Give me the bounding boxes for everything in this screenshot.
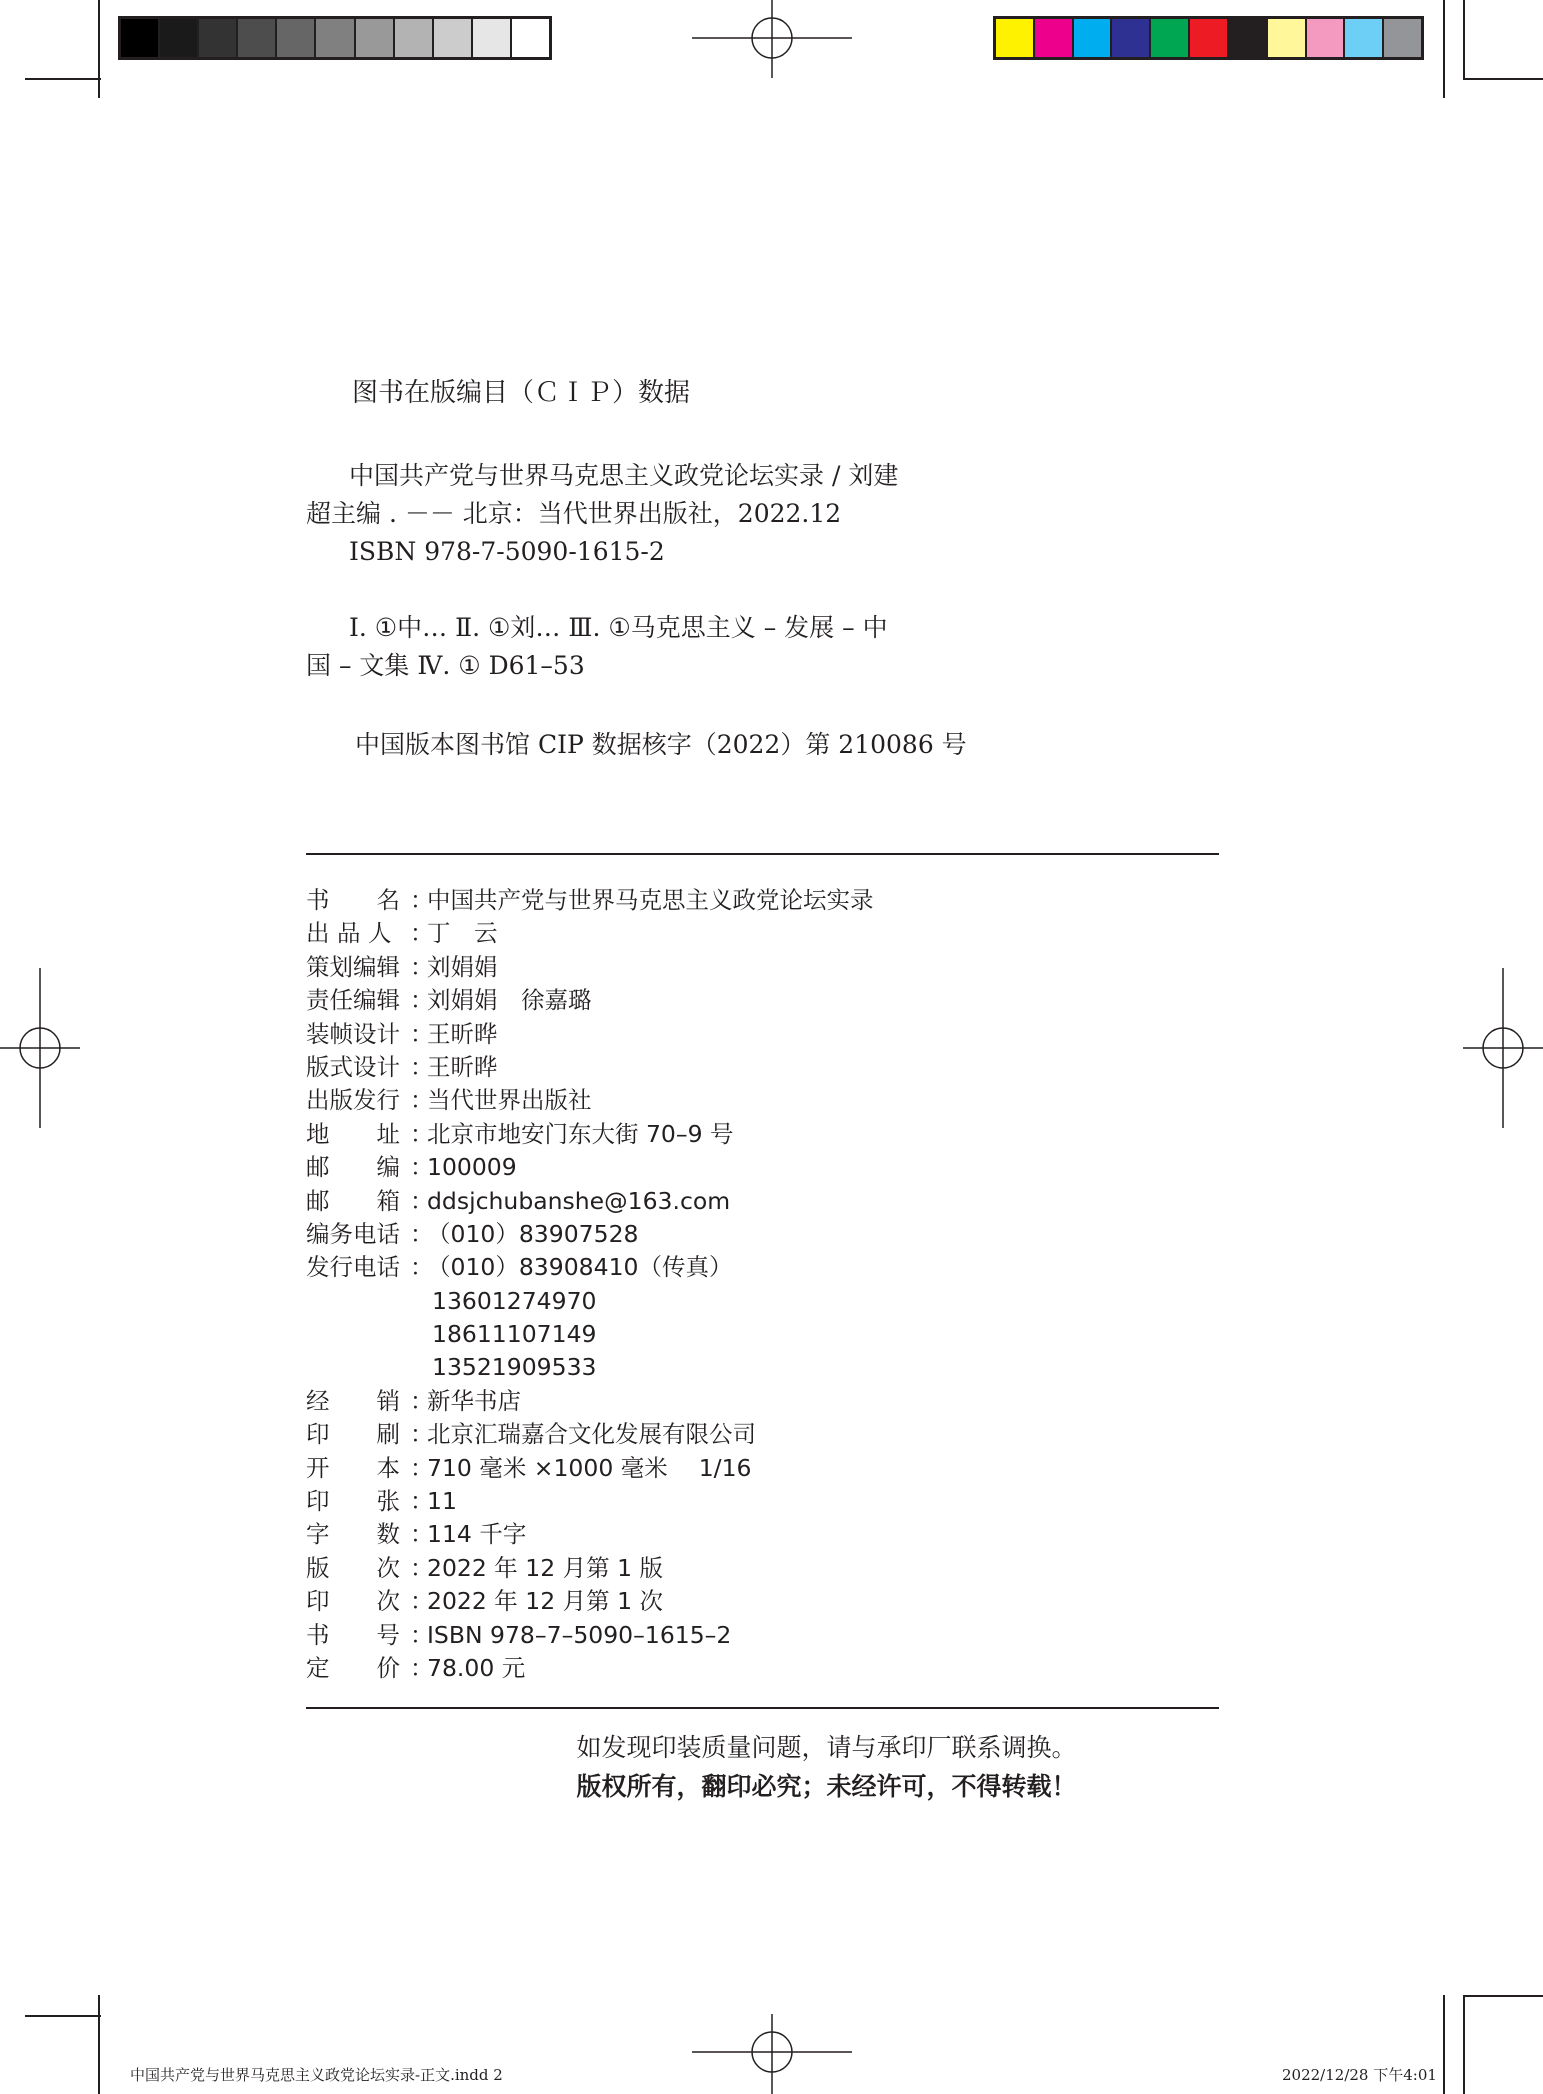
info-label: 书 名 [306,886,400,914]
info-label: 出 品 人 [306,919,392,948]
info-row [306,1118,874,1151]
color-swatch [1072,19,1111,57]
crop-mark [25,2015,101,2017]
info-label: 编务电话 [306,1219,400,1248]
gray-swatch [354,19,393,57]
info-label: 定 价 [306,1653,400,1682]
gray-swatch [314,19,353,57]
info-value: 丁 云 [427,919,498,948]
info-value: 2022 年 12 月第 1 版 [427,1553,664,1582]
info-colon: ： [410,1587,434,1616]
info-value: 114 千字 [427,1520,527,1549]
crop-mark [1463,1995,1543,1997]
divider [306,853,1219,855]
info-value: 18611107149 [432,1320,597,1349]
info-row [306,1051,874,1084]
info-colon: ： [410,1119,434,1148]
info-label: 装帧设计 [306,1019,400,1048]
color-swatch [1188,19,1227,57]
divider [306,1707,1219,1709]
info-label: 开 本 [306,1453,400,1482]
gray-swatch [393,19,432,57]
info-row [306,1385,874,1418]
gray-swatch [471,19,510,57]
registration-mark [0,968,80,1128]
info-value: 北京汇瑞嘉合文化发展有限公司 [427,1420,756,1449]
gray-swatch [510,19,549,57]
info-row [306,1218,874,1251]
color-swatch [1149,19,1188,57]
info-colon: ： [410,1620,434,1649]
info-value: 北京市地安门东大街 70–9 号 [427,1119,734,1148]
crop-mark [25,78,101,80]
info-colon: ： [410,1487,434,1516]
info-value: 710 毫米 ×1000 毫米 1/16 [427,1453,752,1482]
info-label: 版式设计 [306,1052,400,1081]
info-row [306,984,874,1017]
info-row [306,1418,874,1451]
info-value: （010）83908410（传真） [427,1253,733,1282]
info-value: 13601274970 [432,1286,597,1315]
info-value: 中国共产党与世界马克思主义政党论坛实录 [427,886,874,914]
info-label: 印 刷 [306,1420,400,1449]
info-colon: ： [410,952,434,981]
info-row [306,1151,874,1184]
info-value: 当代世界出版社 [427,1086,592,1115]
info-label: 地 址 [306,1119,400,1148]
cip-class-line-2: 国 – 文集 Ⅳ. ① D61–53 [306,651,585,680]
info-value: 王昕晔 [427,1019,498,1048]
book-info-list [306,884,874,1685]
info-colon: ： [410,1186,434,1215]
info-value: 2022 年 12 月第 1 次 [427,1587,664,1616]
info-row [306,1251,874,1284]
info-label: 经 销 [306,1386,400,1415]
color-swatch [996,19,1033,57]
info-label: 印 次 [306,1587,400,1616]
crop-mark [1463,78,1543,80]
grayscale-control-bar [118,16,552,60]
info-colon: ： [410,1453,434,1482]
info-row [306,1652,874,1685]
info-label: 邮 箱 [306,1186,400,1215]
quality-notice: 如发现印装质量问题，请与承印厂联系调换。 [576,1733,1077,1762]
gray-swatch [158,19,197,57]
cip-record: 中国版本图书馆 CIP 数据核字（2022）第 210086 号 [355,730,967,759]
info-value: ddsjchubanshe@163.com [427,1186,731,1215]
copyright-notice: 版权所有，翻印必究；未经许可，不得转载！ [576,1772,1077,1801]
color-swatch [1305,19,1344,57]
info-row [306,917,874,950]
info-row [306,1452,874,1485]
info-colon: ： [410,886,434,914]
info-label: 版 次 [306,1553,400,1582]
info-value: 78.00 元 [427,1653,526,1682]
slug-timestamp: 2022/12/28 下午4:01 [1282,2066,1437,2084]
info-label: 出版发行 [306,1086,400,1115]
gray-swatch [121,19,158,57]
color-swatch [1343,19,1382,57]
info-row [306,884,874,917]
info-row [306,1351,874,1384]
info-row [306,1552,874,1585]
info-label: 责任编辑 [306,986,400,1015]
crop-mark [1443,1995,1445,2094]
color-swatch [1110,19,1149,57]
info-value: 100009 [427,1153,517,1182]
info-label: 策划编辑 [306,952,400,981]
info-value: （010）83907528 [427,1219,639,1248]
info-colon: ： [410,1019,434,1048]
cip-class-line-1: Ⅰ. ①中… Ⅱ. ①刘… Ⅲ. ①马克思主义 – 发展 – 中 [349,613,888,642]
color-swatch [1266,19,1305,57]
info-row [306,951,874,984]
color-swatch [1227,19,1266,57]
info-colon: ： [410,1553,434,1582]
cip-title: 图书在版编目（ＣＩＰ）数据 [352,378,691,408]
info-row [306,1619,874,1652]
registration-mark [1463,968,1543,1128]
info-colon: ： [410,986,434,1015]
info-colon: ： [410,1253,434,1282]
info-value: 新华书店 [427,1386,521,1415]
info-value: 刘娟娟 徐嘉璐 [427,986,592,1015]
info-colon: ： [410,1086,434,1115]
cip-entry-line-2: 超主编 . －－ 北京：当代世界出版社，2022.12 [306,499,842,528]
info-label: 邮 编 [306,1153,400,1182]
info-label: 字 数 [306,1520,400,1549]
info-colon: ： [410,1520,434,1549]
info-row [306,1485,874,1518]
info-row [306,1318,874,1351]
info-row [306,1518,874,1551]
crop-mark [1463,0,1465,80]
gray-swatch [432,19,471,57]
info-row [306,1285,874,1318]
info-label: 书 号 [306,1620,400,1649]
registration-mark [692,2014,852,2094]
info-label: 印 张 [306,1487,400,1516]
info-colon: ： [410,1653,434,1682]
cip-isbn: ISBN 978-7-5090-1615-2 [349,537,665,566]
color-control-bar [993,16,1424,60]
registration-mark [692,0,852,80]
info-colon: ： [410,1052,434,1081]
cip-entry-line-1: 中国共产党与世界马克思主义政党论坛实录 / 刘建 [349,461,899,490]
info-row [306,1585,874,1618]
info-colon: ： [410,1420,434,1449]
gray-swatch [197,19,236,57]
gray-swatch [275,19,314,57]
info-colon: ： [410,919,434,948]
crop-mark [98,1995,100,2094]
info-colon: ： [410,1153,434,1182]
info-row [306,1084,874,1117]
crop-mark [98,0,100,98]
info-value: 刘娟娟 [427,952,498,981]
crop-mark [1443,0,1445,98]
info-value: 11 [427,1487,457,1516]
slug-file-name: 中国共产党与世界马克思主义政党论坛实录-正文.indd 2 [130,2066,503,2084]
color-swatch [1382,19,1421,57]
info-colon: ： [410,1219,434,1248]
info-value: ISBN 978–7–5090–1615–2 [427,1620,732,1649]
info-value: 王昕晔 [427,1052,498,1081]
info-row [306,1185,874,1218]
gray-swatch [236,19,275,57]
info-value: 13521909533 [432,1353,597,1382]
color-swatch [1033,19,1072,57]
info-colon: ： [410,1386,434,1415]
crop-mark [1463,1995,1465,2094]
info-label: 发行电话 [306,1253,400,1282]
info-row [306,1018,874,1051]
